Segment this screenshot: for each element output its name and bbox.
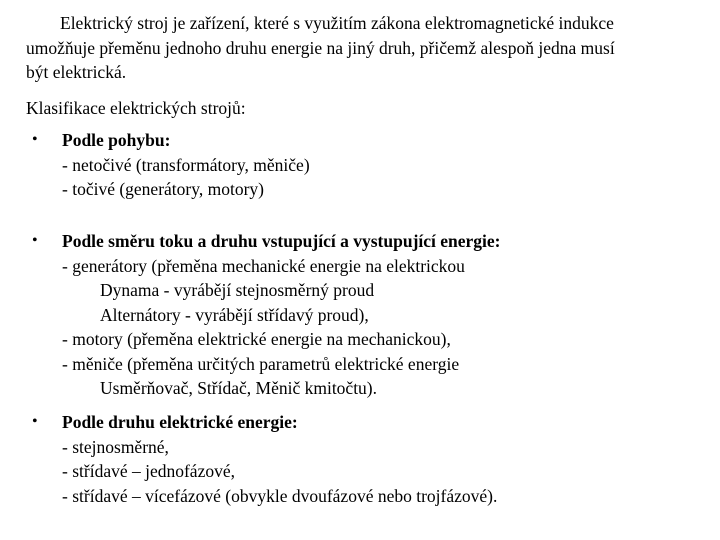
classification-title: Klasifikace elektrických strojů: [26,98,246,118]
intro-paragraph [26,11,696,85]
intro-line: Elektrický stroj je zařízení, které s využitím zákona elektromagnetické indukce [60,13,614,33]
intro-line: umožňuje přeměnu jednoho druhu energie na jiný druh, přičemž alespoň jedna musí [26,37,615,58]
bullet-heading: Podle pohybu: [62,130,171,150]
intro-line: být elektrická. [26,62,127,82]
bullet-heading: Podle směru toku a druhu vstupující a vystupující energie: [62,231,501,251]
list-item: - střídavé – jednofázové, [62,461,235,481]
bullet-icon: • [32,131,38,148]
list-item: - generátory (přeměna mechanické energie na elektrickou [62,255,465,276]
bullet-heading: Podle druhu elektrické energie: [62,412,298,432]
list-item: - měniče (přeměna určitých parametrů elektrické energie [62,353,460,374]
list-item: - stejnosměrné, [62,436,169,457]
list-item: - netočivé (transformátory, měniče) [62,154,310,175]
list-item: - střídavé – vícefázové (obvykle dvoufázové nebo trojfázové). [62,485,498,506]
list-item: - točivé (generátory, motory) [62,179,264,199]
bullet-content [62,128,310,202]
list-item: - motory (přeměna elektrické energie na mechanickou), [62,329,451,349]
bullet-icon: • [32,232,38,249]
bullet-icon: • [32,413,38,430]
bullet-content [62,410,497,508]
bullet-content [62,229,501,401]
list-subitem: Usměrňovač, Střídač, Měnič kmitočtu). [100,378,378,398]
list-subitem: Dynama - vyrábějí stejnosměrný proud [100,280,375,300]
list-subitem: Alternátory - vyrábějí střídavý proud), [100,304,369,325]
